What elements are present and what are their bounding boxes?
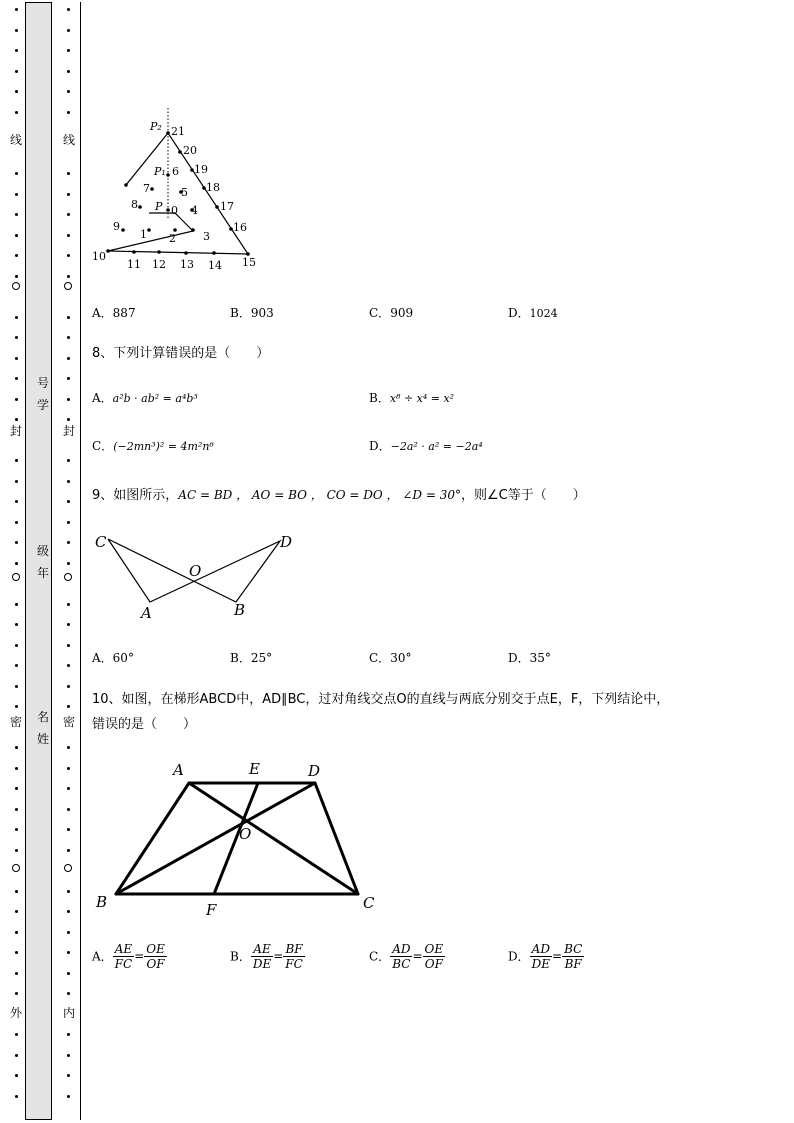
margin-dot xyxy=(15,398,18,401)
margin-dot xyxy=(67,521,70,524)
q7-label-9: 9 xyxy=(113,220,120,233)
binding-hole-icon xyxy=(64,282,72,290)
margin-dot xyxy=(67,480,70,483)
q7-label-P: P xyxy=(155,200,163,213)
margin-dot xyxy=(15,172,18,175)
margin-label-xian-inner: 线 xyxy=(62,133,75,147)
q7-label-13: 13 xyxy=(180,258,194,271)
q7-label-17: 17 xyxy=(220,200,234,213)
margin-dot xyxy=(15,1054,18,1057)
q10-label-A: A xyxy=(173,761,184,779)
field-label-xing: 姓 xyxy=(36,732,49,746)
margin-dot xyxy=(67,1095,70,1098)
margin-dot xyxy=(15,644,18,647)
field-label-ming: 名 xyxy=(36,710,49,724)
margin-dot xyxy=(67,111,70,114)
margin-dot xyxy=(67,951,70,954)
margin-label-wai: 外 xyxy=(9,1006,22,1020)
margin-label-nei: 内 xyxy=(62,1006,75,1020)
q10-stem-line1: 10、如图，在梯形ABCD中，AD∥BC，过对角线交点O的直线与两底分别交于点E，F，下列结论中， xyxy=(92,692,670,707)
q7-label-0: 0 xyxy=(171,204,178,217)
field-label-xue: 学 xyxy=(36,398,49,412)
margin-dot xyxy=(15,500,18,503)
margin-dot xyxy=(67,377,70,380)
margin-dot xyxy=(15,951,18,954)
q10-label-B: B xyxy=(96,893,108,911)
q7-option-c[interactable]: C．909 xyxy=(369,306,414,320)
margin-dot xyxy=(67,70,70,73)
margin-dot xyxy=(15,357,18,360)
q9-label-D: D xyxy=(280,533,293,551)
margin-dot xyxy=(15,111,18,114)
margin-dot xyxy=(15,275,18,278)
q8-option-d[interactable]: D．−2a² · a² = −2a⁴ xyxy=(369,439,483,453)
margin-dot xyxy=(15,992,18,995)
margin-dot xyxy=(67,972,70,975)
q7-option-d[interactable]: D．1024 xyxy=(508,306,558,320)
q10-trapezoid-figure xyxy=(90,755,390,920)
margin-dot xyxy=(67,562,70,565)
margin-dot xyxy=(67,685,70,688)
margin-dot xyxy=(15,1033,18,1036)
margin-dot xyxy=(67,664,70,667)
margin-dot xyxy=(67,603,70,606)
margin-dot xyxy=(67,705,70,708)
q10-label-O: O xyxy=(239,825,252,843)
margin-dot xyxy=(15,623,18,626)
margin-dot xyxy=(67,849,70,852)
q10-label-F: F xyxy=(206,901,217,919)
margin-label-xian: 线 xyxy=(9,133,22,147)
margin-dot xyxy=(15,377,18,380)
q9-label-C: C xyxy=(95,533,107,551)
q9-stem: 9、如图所示，AC = BD ， AO = BO ， CO = DO ， ∠D = 30°，则∠C等于（ ） xyxy=(92,488,586,503)
margin-dot xyxy=(67,1074,70,1077)
margin-dot xyxy=(67,1054,70,1057)
margin-dot xyxy=(15,336,18,339)
q9-option-b[interactable]: B．25° xyxy=(230,651,273,665)
margin-dot xyxy=(67,336,70,339)
margin-dot xyxy=(15,562,18,565)
margin-dot xyxy=(15,521,18,524)
q7-option-a[interactable]: A．887 xyxy=(92,306,136,320)
margin-dot xyxy=(15,890,18,893)
binding-hole-icon xyxy=(64,573,72,581)
margin-dot xyxy=(15,603,18,606)
margin-dot xyxy=(15,685,18,688)
margin-dot xyxy=(15,234,18,237)
q7-label-21: 21 xyxy=(171,125,185,138)
q9-option-d[interactable]: D．35° xyxy=(508,651,551,665)
margin-label-feng-inner: 封 xyxy=(62,424,75,438)
margin-dot xyxy=(15,70,18,73)
q10-option-b[interactable]: B． $\frac{AE}{DE}$ = $\frac{BF}{FC}$ xyxy=(230,942,303,971)
margin-dot xyxy=(67,541,70,544)
q7-label-10: 10 xyxy=(92,250,106,263)
margin-dot xyxy=(67,213,70,216)
margin-dot xyxy=(67,8,70,11)
q8-stem: 8、下列计算错误的是（ ） xyxy=(92,346,270,361)
q7-label-12: 12 xyxy=(152,258,166,271)
q7-label-8: 8 xyxy=(131,198,138,211)
margin-dot xyxy=(67,29,70,32)
q10-label-E: E xyxy=(249,760,260,778)
margin-dot xyxy=(67,172,70,175)
margin-dot xyxy=(15,931,18,934)
q7-label-2: 2 xyxy=(169,232,176,245)
margin-dot xyxy=(67,787,70,790)
margin-dot xyxy=(15,664,18,667)
margin-dot xyxy=(67,254,70,257)
q9-option-c[interactable]: C．30° xyxy=(369,651,412,665)
margin-dot xyxy=(15,541,18,544)
binding-margin-strip xyxy=(25,2,52,1120)
margin-dot xyxy=(67,316,70,319)
margin-dot xyxy=(15,49,18,52)
q9-label-B: B xyxy=(234,601,246,619)
margin-dot xyxy=(67,767,70,770)
q10-option-d[interactable]: D． $\frac{AD}{DE}$ = $\frac{BC}{BF}$ xyxy=(508,942,583,971)
q10-label-C: C xyxy=(363,894,375,912)
margin-dot xyxy=(67,90,70,93)
q7-option-b[interactable]: B．903 xyxy=(230,306,274,320)
margin-dot xyxy=(67,193,70,196)
margin-dot xyxy=(15,193,18,196)
binding-hole-icon xyxy=(12,282,20,290)
q7-label-4: 4 xyxy=(191,204,198,217)
q7-label-14: 14 xyxy=(208,259,222,272)
margin-dot xyxy=(15,418,18,421)
margin-dot xyxy=(67,275,70,278)
margin-dot xyxy=(67,1033,70,1036)
q7-label-1: 1 xyxy=(140,228,147,241)
margin-dot xyxy=(15,808,18,811)
q7-label-7: 7 xyxy=(143,182,150,195)
q9-figure xyxy=(90,528,305,623)
binding-hole-icon xyxy=(64,864,72,872)
q8-option-c[interactable]: C．(−2mn³)² = 4m²n⁶ xyxy=(92,439,214,453)
margin-dot xyxy=(15,480,18,483)
q9-option-a[interactable]: A．60° xyxy=(92,651,134,665)
field-label-ji: 级 xyxy=(36,544,49,558)
q7-label-P1: P₁ xyxy=(154,165,166,178)
margin-dot xyxy=(15,705,18,708)
margin-dot xyxy=(15,8,18,11)
margin-dot xyxy=(67,500,70,503)
margin-dot xyxy=(67,992,70,995)
q7-label-16: 16 xyxy=(233,221,247,234)
margin-dot xyxy=(15,1074,18,1077)
field-label-hao: 号 xyxy=(36,376,49,390)
margin-dot xyxy=(15,849,18,852)
q7-points xyxy=(106,131,250,256)
margin-dot xyxy=(67,910,70,913)
q9-label-A: A xyxy=(141,604,152,622)
margin-dot xyxy=(15,746,18,749)
q7-label-19: 19 xyxy=(194,163,208,176)
margin-dot xyxy=(15,90,18,93)
q10-option-a[interactable]: A． $\frac{AE}{FC}$ = $\frac{OE}{OF}$ xyxy=(92,942,165,971)
margin-dot xyxy=(15,787,18,790)
margin-dot xyxy=(67,418,70,421)
margin-dot xyxy=(67,357,70,360)
margin-dot xyxy=(67,398,70,401)
margin-dot xyxy=(15,1095,18,1098)
margin-dot xyxy=(15,213,18,216)
q7-label-18: 18 xyxy=(206,181,220,194)
margin-dot xyxy=(67,808,70,811)
q7-label-20: 20 xyxy=(183,144,197,157)
q8-option-a[interactable]: A．a²b · ab² = a⁴b³ xyxy=(92,391,198,405)
q10-line-EF xyxy=(214,783,258,894)
q7-label-15: 15 xyxy=(242,256,256,269)
q10-stem-line2: 错误的是（ ） xyxy=(92,717,197,732)
q8-option-b[interactable]: B．x⁸ ÷ x⁴ = x² xyxy=(369,391,455,405)
binding-hole-icon xyxy=(12,573,20,581)
margin-dot xyxy=(67,49,70,52)
q10-option-c[interactable]: C． $\frac{AD}{BC}$ = $\frac{OE}{OF}$ xyxy=(369,942,444,971)
margin-dot xyxy=(15,910,18,913)
margin-dot xyxy=(67,459,70,462)
margin-dot xyxy=(15,828,18,831)
margin-dot xyxy=(67,623,70,626)
margin-dot xyxy=(67,746,70,749)
q7-label-11: 11 xyxy=(127,258,141,271)
margin-dot xyxy=(15,972,18,975)
margin-label-mi-inner: 密 xyxy=(62,715,75,729)
margin-dot xyxy=(67,890,70,893)
margin-dot xyxy=(15,767,18,770)
margin-dot xyxy=(67,234,70,237)
q7-label-5: 5 xyxy=(181,186,188,199)
q9-label-O: O xyxy=(189,562,202,580)
margin-dot xyxy=(67,931,70,934)
q7-label-6: 6 xyxy=(172,165,179,178)
margin-dot xyxy=(15,316,18,319)
q7-label-3: 3 xyxy=(203,230,210,243)
q7-triangle-figure xyxy=(88,100,268,275)
margin-dot xyxy=(15,254,18,257)
q10-label-D: D xyxy=(308,762,321,780)
margin-label-feng: 封 xyxy=(9,424,22,438)
q7-label-P2: P₂ xyxy=(150,120,162,133)
margin-dot xyxy=(67,644,70,647)
q7-spiral-path xyxy=(108,133,248,254)
margin-dot xyxy=(67,828,70,831)
field-label-nian: 年 xyxy=(36,566,49,580)
margin-dot xyxy=(15,29,18,32)
margin-dot xyxy=(15,459,18,462)
margin-label-mi: 密 xyxy=(9,715,22,729)
binding-hole-icon xyxy=(12,864,20,872)
binding-margin-line xyxy=(80,2,81,1120)
